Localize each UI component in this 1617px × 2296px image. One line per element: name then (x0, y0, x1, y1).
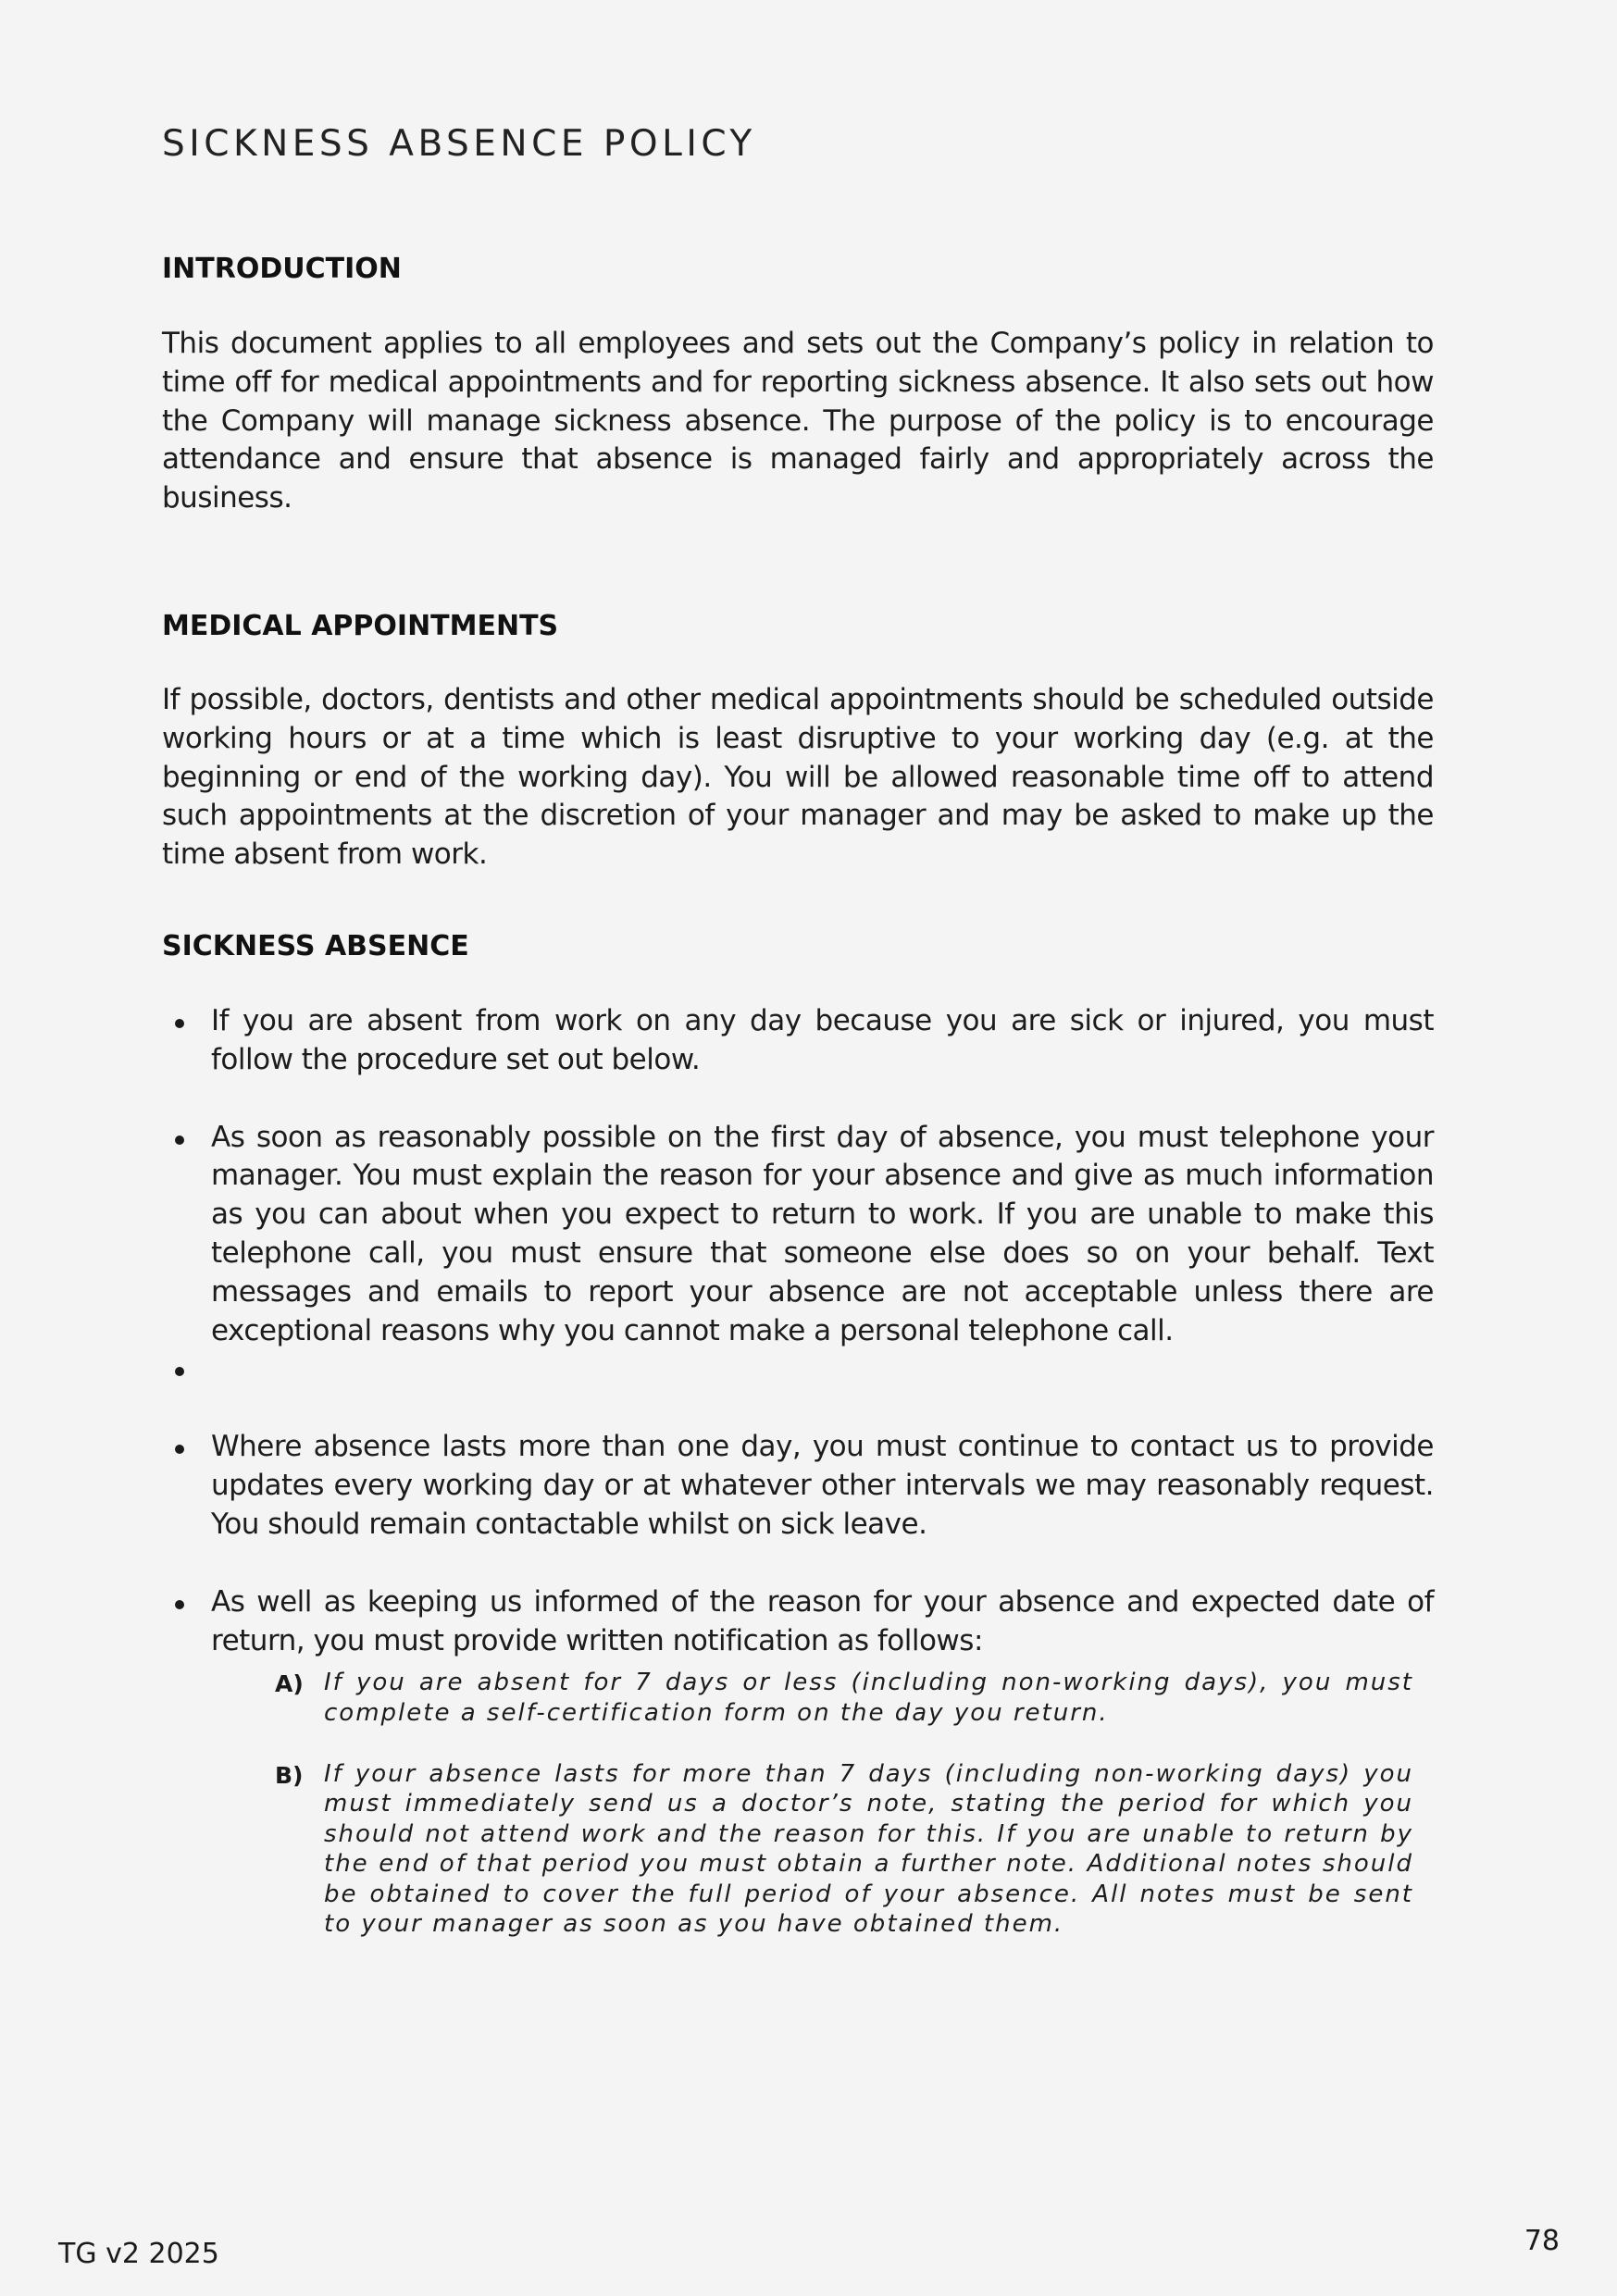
bullet-icon (175, 1136, 184, 1145)
footer-version: TG v2 2025 (58, 2238, 219, 2270)
introduction-paragraph: This document applies to all employees and sets out the Company’s policy in relation to time off for medical appointments and for reporting sickness absence. It also sets out how the Company will manage sickness absence. The purpose of the policy is to encourage attendance and ensure that absence is managed fairly and appropriately across the business. (162, 327, 1434, 515)
list-item (162, 1119, 1434, 1351)
sickness-absence-list (162, 1002, 1434, 1660)
list-item (162, 1428, 1434, 1544)
document-body (162, 248, 1434, 1940)
list-item-text: Where absence lasts more than one day, you must continue to contact us to provide updates every working day or at whatever other intervals we may reasonably request. You should remain contactable whilst on sick leave. (211, 1430, 1434, 1541)
list-item (162, 1583, 1434, 1661)
bullet-icon (175, 1445, 184, 1454)
bullet-icon (175, 1367, 184, 1376)
sublist-item-text: If your absence lasts for more than 7 days (including non-working days) you must immediately send us a doctor’s note, stating the period for which you should not attend work and the reason for this. If you are unable to return by the end of that period you must obtain a further note. Additional notes should be obtained to cover the full period of your absence. All notes must be sent to your manager as soon as you have obtained them. (324, 1759, 1413, 1939)
list-item (162, 1002, 1434, 1080)
sublist-item-b (162, 1759, 1434, 1941)
page-number: 78 (1524, 2225, 1560, 2257)
page-title: SICKNESS ABSENCE POLICY (162, 123, 756, 165)
sublist-marker: A) (275, 1670, 304, 1698)
sublist-item-text: If you are absent for 7 days or less (including non-working days), you must complete a self-certification form on the day you return. (324, 1669, 1413, 1727)
introduction-heading: INTRODUCTION (162, 253, 402, 285)
medical-appointments-paragraph: If possible, doctors, dentists and other medical appointments should be scheduled outside working hours or at a time which is least disruptive to your working day (e.g. at the beginning or end of the working day). You will be allowed reasonable time off to attend such appointments at the discretion of your manager and may be asked to make up the time absent from work. (162, 682, 1434, 872)
written-notification-sublist (162, 1668, 1434, 1940)
list-item-text: As soon as reasonably possible on the first day of absence, you must telephone your manager. You must explain the reason for your absence and give as much information as you can about when you expect to return to work. If you are unable to make this telephone call, you must ensure that someone else does so on your behalf. Text messages and emails to report your absence are not acceptable unless there are exceptional reasons why you cannot make a personal telephone call. (211, 1120, 1434, 1347)
list-item-text: If you are absent from work on any day because you are sick or injured, you must follow the procedure set out below. (211, 1003, 1434, 1076)
medical-appointments-heading: MEDICAL APPOINTMENTS (162, 609, 559, 642)
sublist-item-a (162, 1668, 1434, 1728)
list-item-text: As well as keeping us informed of the reason for your absence and expected date of return, you must provide written notification as follows: (211, 1584, 1434, 1657)
sickness-absence-heading: SICKNESS ABSENCE (162, 929, 469, 962)
sublist-marker: B) (275, 1761, 304, 1789)
list-item-empty (162, 1350, 1434, 1389)
bullet-icon (175, 1600, 184, 1609)
bullet-icon (175, 1019, 184, 1028)
